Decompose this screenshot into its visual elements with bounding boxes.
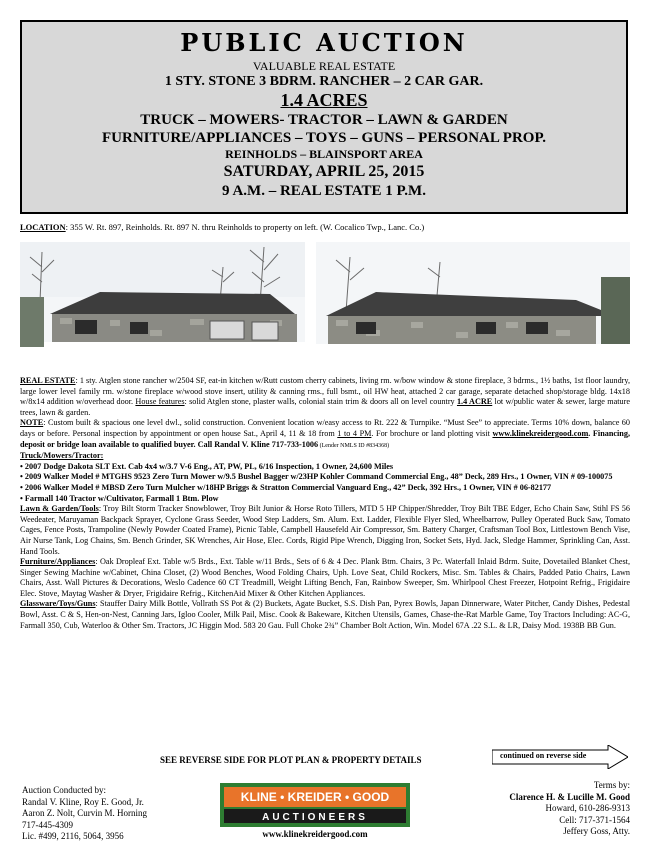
items-line-1: TRUCK – MOWERS- TRACTOR – LAWN & GARDEN	[140, 112, 508, 128]
lawn-label: Lawn & Garden/Tools	[20, 504, 99, 514]
glassware-label: Glassware/Toys/Guns	[20, 599, 96, 609]
real-estate-section	[20, 376, 630, 418]
auction-header	[20, 20, 628, 214]
lawn-section	[20, 504, 630, 557]
house-photo-front	[20, 242, 305, 368]
house-photo-front-image	[20, 242, 305, 368]
auction-conducted-by	[22, 785, 147, 843]
real-estate-label: REAL ESTATE	[20, 376, 76, 385]
property-summary: 1 STY. STONE 3 BDRM. RANCHER – 2 CAR GAR.	[164, 74, 484, 89]
area-line: REINHOLDS – BLAINSPORT AREA	[225, 147, 423, 161]
house-features-label: House features	[135, 397, 185, 407]
mulcher-item: • 2006 Walker Model # MBSD Zero Turn Mulcher w/18HP Briggs & Stratton Commercial Vanguard Eng., 42” Deck, 392 Hrs., 1 Owner, VIN # 06-82177	[20, 482, 552, 492]
furniture-text: : Oak Dropleaf Ext. Table w/5 Brds., Ext. Table w/11 Brds., Sets of 6 & 4 Dec. Plank Btm. Chairs, 3 Pc. Waterfall Inlaid Bdrm. Suite, Dovetailed Blanket Chest, Singer Sewing Machine w/Cabinet, China Closet, (2) Wood Benches, Wood Folding Chairs, Uph. Love Seat, Child Rockers, Misc. Sm. Tables & Chairs, Padded Patio Chairs, Lawn Chairs, Asst. Wall Pictures & Decorations, Weslo Cadence 60 CT Treadmill, Weight Lifting Bench, Fan, Rainbow Sweeper, Sm. Whirlpool Chest Freezer, Hotpoint Refrig., Frigidaire Elec. Stove, Maytag Washer & Dryer, Frigidaire Refrig., KitchenAid Mixer & Other Kitchen Appliances.	[20, 557, 630, 598]
auction-time: 9 A.M. – REAL ESTATE 1 P.M.	[222, 183, 426, 199]
furniture-label: Furniture/Appliances	[20, 557, 96, 567]
terms-line: Jeffery Goss, Atty.	[563, 826, 630, 836]
terms-label: Terms by:	[593, 780, 630, 790]
lawn-text: : Troy Bilt Storm Tracker Snowblower, Troy Bilt Junior & Horse Roto Tillers, MTD 5 HP Chipper/Shredder, Troy Bilt TBE Edger, Echo Chain Saw, Stihl FS 56 Weedeater, Maruyaman Backpack Sprayer, Cyclone Grass Seeder, Wood Step Ladders, Sm. Alum. Ext. Ladder, Flexible Flyer Sled, Wheelbarrow, Pulley Operated Buck Saw, Tomato Cages, Fence Posts, Trampoline (Newly Powder Coated Frame), Picnic Table, Campbell Hausefeld Air Compressor, Sm. Battery Charger, Craftsman Tool Box, Littlestown Bench Vise, Air Nurse Tank, Log Chains, Sm. Bench Grinder, SK Wrenches, Air Hose, Elec. Cords, Rigid Pipe Wrench, Digging Iron, Socket Sets, Hyd. Jack, Sledge Hammer, Sprinkling Can, Asst. Hand Tools.	[20, 504, 630, 556]
location-line	[20, 222, 630, 233]
kline-kreider-good-logo	[220, 783, 410, 827]
acreage: 1.4 ACRES	[280, 90, 368, 110]
acre-lot: 1.4 ACRE	[456, 397, 493, 407]
items-line-2: FURNITURE/APPLIANCES – TOYS – GUNS – PERSONAL PROP.	[102, 130, 546, 146]
terms-line: Howard, 610-286-9313	[545, 803, 630, 813]
conducted-line: Lic. #499, 2116, 5064, 3956	[22, 831, 124, 841]
logo-name: KLINE • KREIDER • GOOD	[240, 790, 390, 804]
terms-owner: Clarence H. & Lucille M. Good	[509, 791, 630, 802]
note-text-2: . For brochure or land plotting visit	[371, 428, 493, 438]
glassware-text: : Stauffer Dairy Milk Bottle, Vollrath SS Pot & (2) Buckets, Agate Bucket, S.S. Dish Pan, Pyrex Bowls, Japan Dinnerware, Water Pitcher, Candy Dishes, Pedestal Bowl, Asst. C & S, Hen-on-Nest, Canning Jars, Igloo Cooler, Milk Pail, Misc. Cook & Bakeware, Kitchen Utensils, Games, Chase-the-Rat Marble Game, Toy Tractors Including: AC-G, Farmall 350, Cub, Waterloo & Other Sm. Tractors, JC Higgin Mod. 583 20 Gau. Full Choke 2¾” Chamber Bolt Action, Win. Model 67A .22 S.L. & LR, Daisy Mod. 1938B BB Gun.	[20, 599, 630, 630]
conducted-line: 717-445-4309	[22, 819, 73, 830]
terms-line: Cell: 717-371-1564	[559, 814, 630, 825]
location-text: : 355 W. Rt. 897, Reinholds. Rt. 897 N. thru Reinholds to property on left. (W. Cocalico Twp., Lanc. Co.)	[65, 222, 425, 232]
financing-text: . Financing, deposit or bridge loan available to qualified buyer. Call Randal V. Kline 717-733-1006	[20, 428, 631, 449]
terms-block	[509, 780, 630, 838]
website-link[interactable]: www.klinekreidergood.com	[492, 428, 589, 438]
tractor-item: • Farmall 140 Tractor w/Cultivator, Farmall 1 Btm. Plow	[20, 493, 219, 503]
auction-title: PUBLIC AUCTION	[180, 28, 468, 57]
real-estate-text-2: : solid Atglen stone, plaster walls, colonial stain trim & doors all on level country	[184, 397, 457, 407]
conducted-line: Aaron Z. Nolt, Curvin M. Horning	[22, 808, 147, 818]
conducted-line: Randal V. Kline, Roy E. Good, Jr.	[22, 796, 144, 807]
house-photo-side	[316, 242, 630, 368]
note-label: NOTE	[20, 418, 44, 428]
footer-website[interactable]: www.klinekreidergood.com	[262, 829, 368, 839]
open-house-time: 1 to 4 PM	[337, 428, 372, 438]
mower-item: • 2009 Walker Model # MTGHS 9523 Zero Turn Mower w/9.5 Bushel Bagger w/23HP Kohler Command Commercial Eng., 48” Deck, 289 Hrs., 1 Owner, VIN # 09-100075	[20, 472, 613, 482]
listing-details	[20, 376, 630, 631]
real-estate-text-3: lot w/public water & sewer, large mature trees, lawn & garden.	[20, 397, 630, 417]
furniture-section	[20, 557, 630, 599]
nmls-text: (Lender NMLS ID #834368)	[318, 442, 390, 449]
auction-subtitle: VALUABLE REAL ESTATE	[252, 59, 396, 73]
real-estate-text-1: : 1 sty. Atglen stone rancher w/2504 SF, eat-in kitchen w/Rutt custom cherry cabinets, living rm. w/bow window & stone fireplace, 3 bdrms., 1½ baths, 1st floor laundry, large lower level family rm. w/stone fireplace w/wood stove insert, utility & canning rms., full bsmt., oil HW heat, attached 2 car garage, separate detached shop/storage bldg. 14x18 w/8x14 addition w/overhead door.	[20, 376, 631, 407]
truck-item: • 2007 Dodge Dakota SLT Ext. Cab 4x4 w/3.7 V-6 Eng., AT, PW, PL, 6/16 Inspection, 1 Owner, 24,600 Miles	[20, 461, 394, 471]
note-text: : Custom built & spacious one level dwl., solid construction. Convenient location w/easy access to Rt. 222 & Turnpike. “Must See” to appreciate. Terms 10% down, balance 60 days or before. Personal inspection by appointment or open house Sat., April 4, 11 & 18 from	[20, 418, 630, 438]
glassware-section	[20, 599, 630, 631]
reverse-side-note: SEE REVERSE SIDE FOR PLOT PLAN & PROPERTY DETAILS	[160, 755, 422, 765]
continued-label: continued on reverse side	[500, 751, 587, 760]
truck-section-label: Truck/Mowers/Tractor:	[20, 451, 104, 461]
house-photo-side-image	[316, 242, 630, 368]
location-label: LOCATION	[20, 222, 66, 232]
conducted-line: Auction Conducted by:	[22, 785, 106, 795]
logo-sub: AUCTIONEERS	[262, 812, 368, 823]
note-section	[20, 418, 630, 451]
auction-date: SATURDAY, APRIL 25, 2015	[223, 163, 425, 180]
